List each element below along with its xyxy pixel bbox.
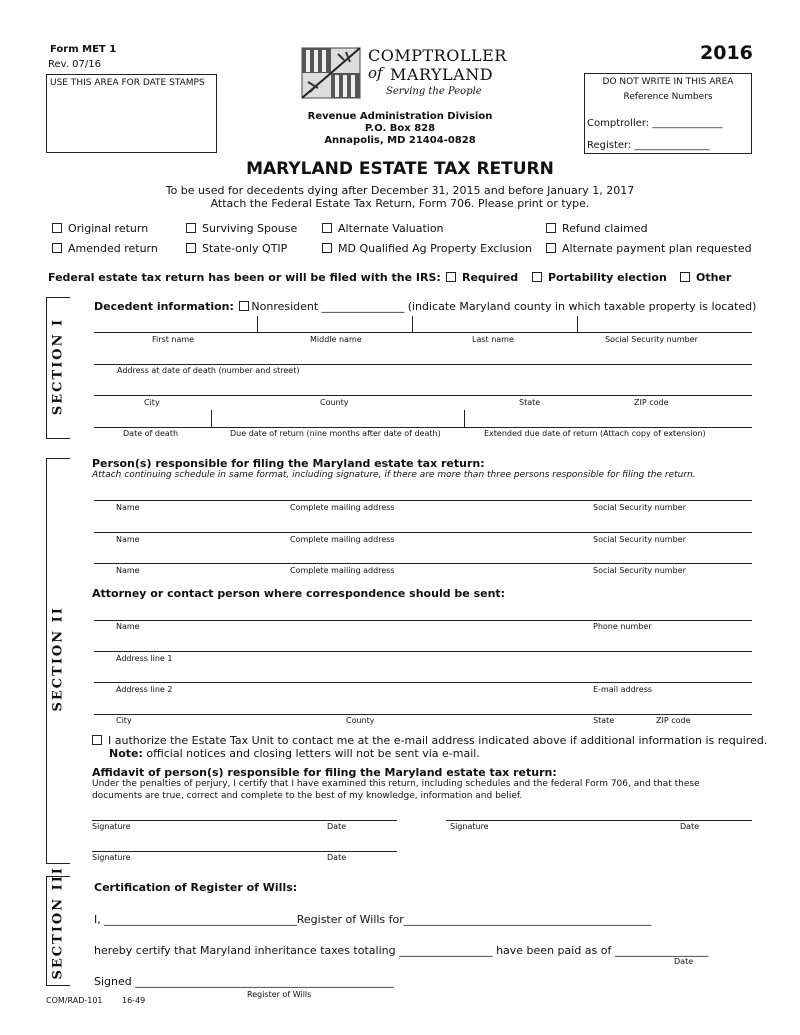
- logo-maryland: MARYLAND: [390, 65, 494, 84]
- ssn-label: Social Security number: [605, 335, 698, 344]
- signature-1-line[interactable]: [92, 820, 397, 821]
- attorney-heading: Attorney or contact person where correspondence should be sent:: [92, 587, 506, 600]
- revision: Rev. 07/16: [48, 59, 101, 70]
- affidavit-text-2: documents are true, correct and complete to the best of my knowledge, information and belief.: [92, 791, 523, 801]
- amended-return-option[interactable]: Amended return: [52, 242, 158, 255]
- email-label: E-mail address: [593, 685, 653, 694]
- form-id: Form MET 1: [50, 44, 117, 55]
- federal-filing-question: Federal estate tax return has been or will be filed with the IRS:: [48, 271, 441, 284]
- checkbox-icon[interactable]: [532, 272, 542, 282]
- middle-name-label: Middle name: [310, 335, 362, 344]
- section-2-label: SECTION II: [50, 606, 66, 712]
- address-1-label: Address line 1: [116, 654, 173, 663]
- tax-year: 2016: [700, 42, 753, 64]
- decedent-info-row: [94, 300, 756, 313]
- form-number: 16-49: [122, 996, 146, 1005]
- name-label: Name: [116, 566, 140, 575]
- checkbox-icon[interactable]: [546, 223, 556, 233]
- checkbox-icon[interactable]: [322, 243, 332, 253]
- register-ref[interactable]: Register: _______________: [587, 140, 710, 151]
- alt-payment-plan-option[interactable]: Alternate payment plan requested: [546, 242, 752, 255]
- po-box: P.O. Box 828: [364, 123, 436, 134]
- attorney-county-label: County: [346, 716, 375, 725]
- attorney-zip-label: ZIP code: [656, 716, 691, 725]
- signature-label: Signature: [92, 822, 131, 831]
- mailing-label: Complete mailing address: [290, 535, 395, 544]
- register-of-wills-label: Register of Wills: [247, 990, 312, 999]
- decedent-heading: Decedent information:: [94, 300, 234, 313]
- persons-heading: Person(s) responsible for filing the Maryland estate tax return:: [92, 457, 485, 470]
- surviving-spouse-option[interactable]: Surviving Spouse: [186, 222, 297, 235]
- office-use-box: [584, 73, 752, 154]
- address-line[interactable]: [94, 364, 752, 365]
- mailing-label: Complete mailing address: [290, 566, 395, 575]
- attorney-city-label: City: [116, 716, 132, 725]
- portability-option[interactable]: Portability election: [532, 271, 667, 284]
- date-label: Date: [327, 853, 347, 862]
- zip-label: ZIP code: [634, 398, 669, 407]
- form-code: COM/RAD-101: [46, 996, 103, 1005]
- checkbox-icon[interactable]: [92, 735, 102, 745]
- signed-line[interactable]: Signed _______________________________________________: [94, 975, 394, 988]
- nonresident-field[interactable]: Nonresident _______________: [251, 300, 405, 313]
- ssn-label: Social Security number: [593, 535, 686, 544]
- ssn-label: Social Security number: [593, 566, 686, 575]
- persons-note: Attach continuing schedule in same format, including signature, if there are more than three persons responsible for filing the return.: [92, 470, 696, 480]
- maryland-flag-icon: [300, 46, 362, 101]
- checkbox-icon[interactable]: [52, 223, 62, 233]
- other-option[interactable]: Other: [680, 271, 731, 284]
- alternate-valuation-option[interactable]: Alternate Valuation: [322, 222, 444, 235]
- section-3-label: SECTION III: [50, 866, 66, 980]
- logo-comptroller: COMPTROLLER: [368, 46, 507, 65]
- refund-claimed-option[interactable]: Refund claimed: [546, 222, 648, 235]
- mailing-label: Complete mailing address: [290, 503, 395, 512]
- comptroller-logo: [300, 46, 507, 106]
- county-note: (indicate Maryland county in which taxable property is located): [407, 300, 757, 313]
- email-note: Note: official notices and closing letters will not be sent via e-mail.: [109, 747, 480, 760]
- checkbox-icon[interactable]: [186, 243, 196, 253]
- certification-heading: Certification of Register of Wills:: [94, 881, 298, 894]
- certify-line[interactable]: hereby certify that Maryland inheritance taxes totaling _________________ have been paid as of _________________: [94, 944, 709, 957]
- first-name-label: First name: [152, 335, 195, 344]
- address-1-line[interactable]: [94, 651, 752, 652]
- date-label: Date: [680, 822, 700, 831]
- address-label: Address at date of death (number and street): [117, 366, 300, 375]
- logo-tagline: Serving the People: [386, 86, 482, 97]
- date-label: Date: [327, 822, 347, 831]
- register-line[interactable]: I, ___________________________________Register of Wills for_____________________________________________: [94, 913, 652, 926]
- city-line[interactable]: [94, 395, 752, 396]
- ssn-label: Social Security number: [593, 503, 686, 512]
- dates-line[interactable]: [94, 427, 752, 428]
- form-title: MARYLAND ESTATE TAX RETURN: [246, 159, 554, 179]
- name-label: Name: [116, 535, 140, 544]
- title-sub1: To be used for decedents dying after December 31, 2015 and before January 1, 2017: [165, 184, 635, 197]
- date-stamp-box: [46, 74, 217, 153]
- cert-date-label: Date: [674, 957, 694, 966]
- address-2-line[interactable]: [94, 682, 752, 683]
- checkbox-icon[interactable]: [680, 272, 690, 282]
- checkbox-icon[interactable]: [239, 301, 249, 311]
- due-date-label: Due date of return (nine months after date of death): [230, 429, 441, 438]
- division-city: Annapolis, MD 21404-0828: [324, 135, 476, 146]
- reference-numbers-label: Reference Numbers: [623, 92, 713, 102]
- checkbox-icon[interactable]: [446, 272, 456, 282]
- attorney-name-line[interactable]: [94, 620, 752, 621]
- title-sub2: Attach the Federal Estate Tax Return, Form 706. Please print or type.: [210, 197, 590, 210]
- checkbox-icon[interactable]: [546, 243, 556, 253]
- county-label: County: [320, 398, 349, 407]
- division-name: Revenue Administration Division: [307, 111, 493, 122]
- person-1-line[interactable]: [94, 500, 752, 501]
- authorize-email-option[interactable]: I authorize the Estate Tax Unit to contact me at the e-mail address indicated above if additional information is required.: [92, 734, 767, 747]
- name-label: Name: [116, 503, 140, 512]
- affidavit-text-1: Under the penalties of perjury, I certify that I have examined this return, including schedules and the federal Form 706, and that these: [92, 779, 700, 789]
- city-label: City: [144, 398, 160, 407]
- checkbox-icon[interactable]: [52, 243, 62, 253]
- attorney-name-label: Name: [116, 622, 140, 631]
- section-1-label: SECTION I: [50, 317, 66, 416]
- signature-3-line[interactable]: [92, 851, 397, 852]
- signature-label: Signature: [450, 822, 489, 831]
- comptroller-ref[interactable]: Comptroller: ______________: [587, 118, 723, 129]
- affidavit-heading: Affidavit of person(s) responsible for filing the Maryland estate tax return:: [92, 766, 557, 779]
- checkbox-icon[interactable]: [186, 223, 196, 233]
- do-not-write-label: DO NOT WRITE IN THIS AREA: [602, 77, 734, 87]
- address-2-label: Address line 2: [116, 685, 173, 694]
- last-name-label: Last name: [472, 335, 514, 344]
- attorney-city-line[interactable]: [94, 714, 752, 715]
- logo-of: of: [368, 64, 383, 82]
- name-line[interactable]: [94, 332, 752, 333]
- phone-label: Phone number: [593, 622, 652, 631]
- extended-due-label: Extended due date of return (Attach copy of extension): [484, 429, 706, 438]
- date-of-death-label: Date of death: [123, 429, 179, 438]
- signature-label: Signature: [92, 853, 131, 862]
- attorney-state-label: State: [593, 716, 615, 725]
- required-option[interactable]: Required: [446, 271, 518, 284]
- md-ag-exclusion-option[interactable]: MD Qualified Ag Property Exclusion: [322, 242, 532, 255]
- person-2-line[interactable]: [94, 532, 752, 533]
- checkbox-icon[interactable]: [322, 223, 332, 233]
- state-only-qtip-option[interactable]: State-only QTIP: [186, 242, 287, 255]
- original-return-option[interactable]: Original return: [52, 222, 148, 235]
- state-label: State: [519, 398, 541, 407]
- date-stamp-label: USE THIS AREA FOR DATE STAMPS: [50, 78, 205, 88]
- signature-2-line[interactable]: [446, 820, 752, 821]
- person-3-line[interactable]: [94, 563, 752, 564]
